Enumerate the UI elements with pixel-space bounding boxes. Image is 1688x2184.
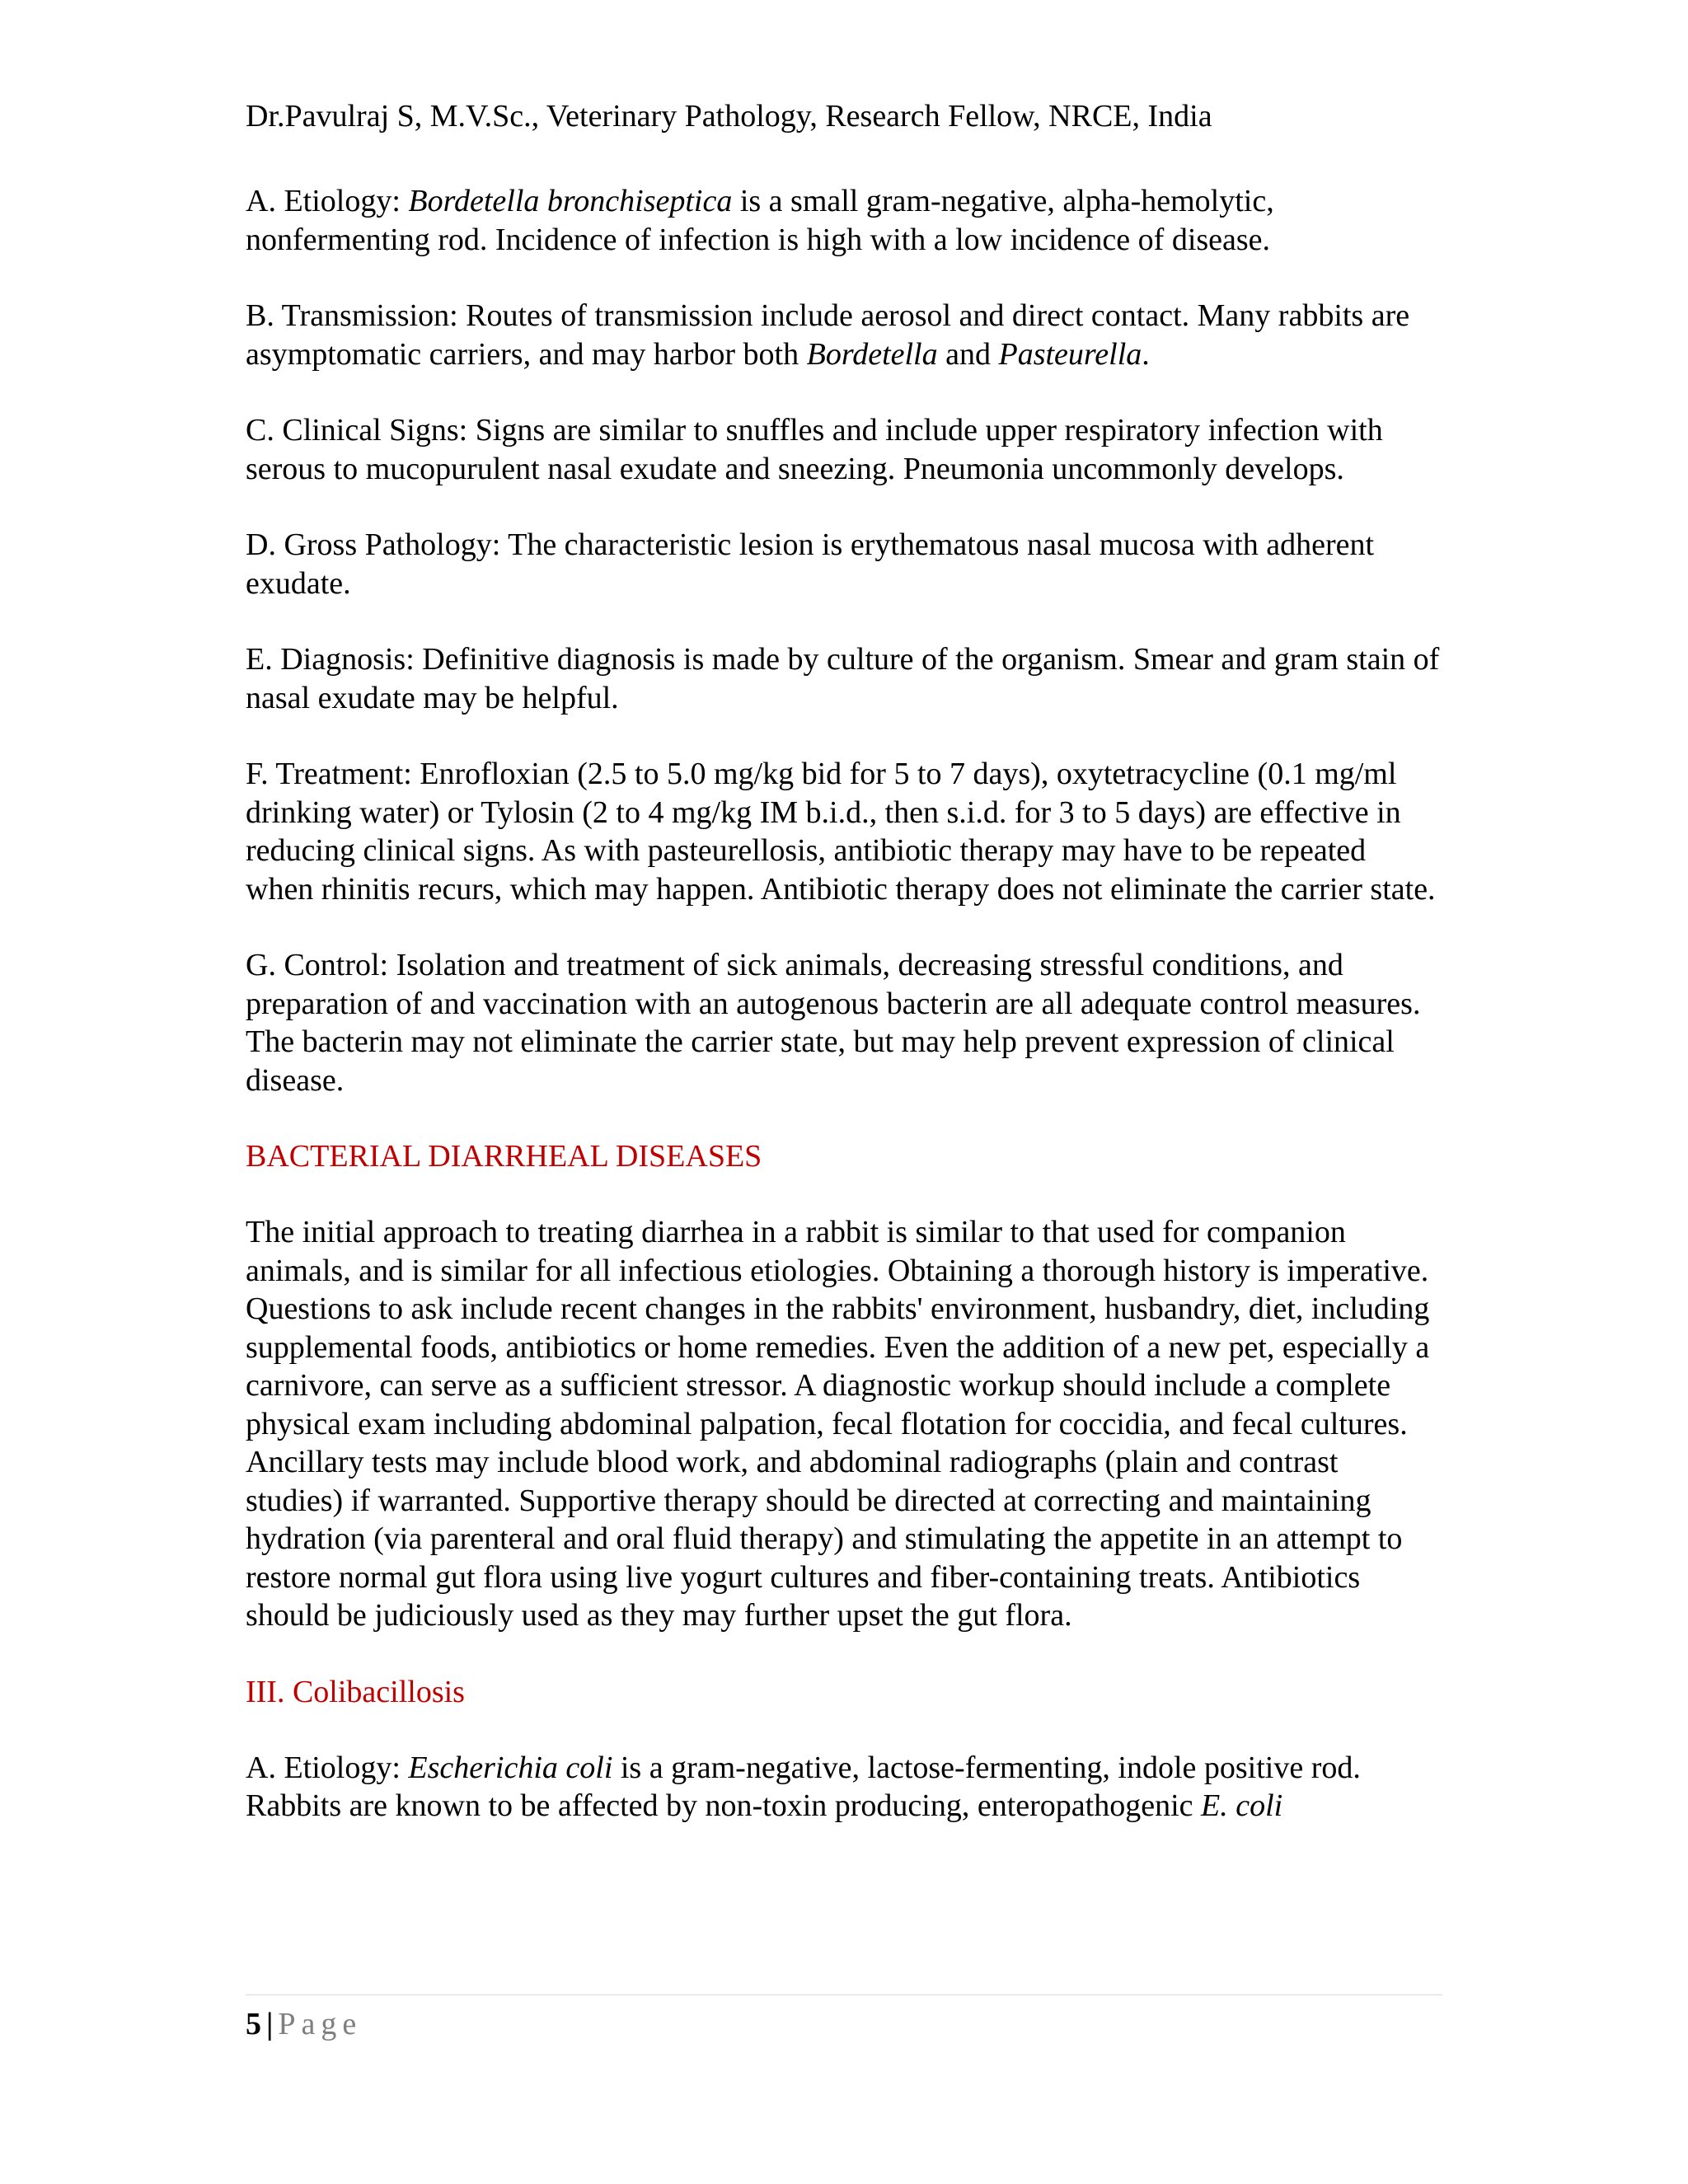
running-header: Dr.Pavulraj S, M.V.Sc., Veterinary Pathology, Research Fellow, NRCE, India [246, 99, 1212, 134]
page-footer [246, 1994, 1442, 2043]
bordetella-gross-pathology-paragraph: D. Gross Pathology: The characteristic lesion is erythematous nasal mucosa with adherent exudate. [246, 527, 1375, 601]
transmission-lead: B. Transmission: Routes of transmission include aerosol and direct contact. Many rabbits are asymptomatic carriers, and may harbor both [246, 298, 1410, 372]
organism-name-bordetella: Bordetella [806, 336, 938, 372]
etiology-lead: A. Etiology: [246, 184, 409, 218]
transmission-mid: and [937, 336, 999, 372]
section-heading-diarrheal: BACTERIAL DIARRHEAL DISEASES [246, 1139, 762, 1174]
etiology-rest: is a small gram-negative, alpha-hemolytic, nonfermenting rod. Incidence of infection is high with a low incidence of disease. [246, 184, 1274, 257]
bordetella-control-paragraph: G. Control: Isolation and treatment of sick animals, decreasing stressful conditions, and preparation of and vaccination with an autogenous bacterin are all adequate control measures. The bacterin may not eliminate the carrier state, but may help prevent expression of clinical disease. [246, 948, 1421, 1098]
document-page [246, 97, 1441, 1863]
page-word: Page [278, 2007, 363, 2041]
organism-name-short: E. coli [1201, 1788, 1283, 1823]
etiology-lead: A. Etiology: [246, 1750, 409, 1785]
bordetella-etiology-paragraph [246, 182, 1441, 259]
etiology-rest: is a gram-negative, lactose-fermenting, indole positive rod. Rabbits are known to be affected by non-toxin producing, enteropathogenic [246, 1750, 1361, 1823]
bordetella-diagnosis-paragraph: E. Diagnosis: Definitive diagnosis is made by culture of the organism. Smear and gram stain of nasal exudate may be helpful. [246, 642, 1440, 715]
diarrheal-intro-paragraph: The initial approach to treating diarrhea in a rabbit is similar to that used for companion animals, and is similar for all infectious etiologies. Obtaining a thorough history is imperative. Questions to ask include recent changes in the rabbits' environment, husbandry, diet, including supplemental foods, antibiotics or home remedies. Even the addition of a new pet, especially a carnivore, can serve as a sufficient stressor. A diagnostic workup should include a complete physical exam including abdominal palpation, fecal flotation for coccidia, and fecal cultures. Ancillary tests may include blood work, and abdominal radiographs (plain and contrast studies) if warranted. Supportive therapy should be directed at correcting and maintaining hydration (via parenteral and oral fluid therapy) and stimulating the appetite in an attempt to restore normal gut flora using live yogurt cultures and fiber-containing treats. Antibiotics should be judiciously used as they may further upset the gut flora. [246, 1215, 1430, 1633]
page-number: 5 [246, 2007, 261, 2041]
organism-name: Bordetella bronchiseptica [408, 184, 733, 218]
organism-name-pasteurella: Pasteurella [998, 336, 1142, 372]
bordetella-treatment-paragraph: F. Treatment: Enrofloxian (2.5 to 5.0 mg/kg bid for 5 to 7 days), oxytetracycline (0.1 mg/ml drinking water) or Tylosin (2 to 4 mg/kg IM b.i.d., then s.i.d. for 3 to 5 days) are effective in reducing clinical signs. As with pasteurellosis, antibiotic therapy may have to be repeated when rhinitis recurs, which may happen. Antibiotic therapy does not eliminate the carrier state. [246, 757, 1436, 907]
footer-separator: | [266, 2007, 274, 2041]
colibacillosis-etiology-paragraph [246, 1749, 1441, 1825]
transmission-end: . [1142, 336, 1150, 372]
section-heading-colibacillosis: III. Colibacillosis [246, 1674, 465, 1709]
bordetella-transmission-paragraph [246, 297, 1441, 373]
bordetella-clinical-signs-paragraph: C. Clinical Signs: Signs are similar to snuffles and include upper respiratory infection with serous to mucopurulent nasal exudate and sneezing. Pneumonia uncommonly develops. [246, 413, 1383, 486]
organism-name: Escherichia coli [408, 1750, 613, 1785]
